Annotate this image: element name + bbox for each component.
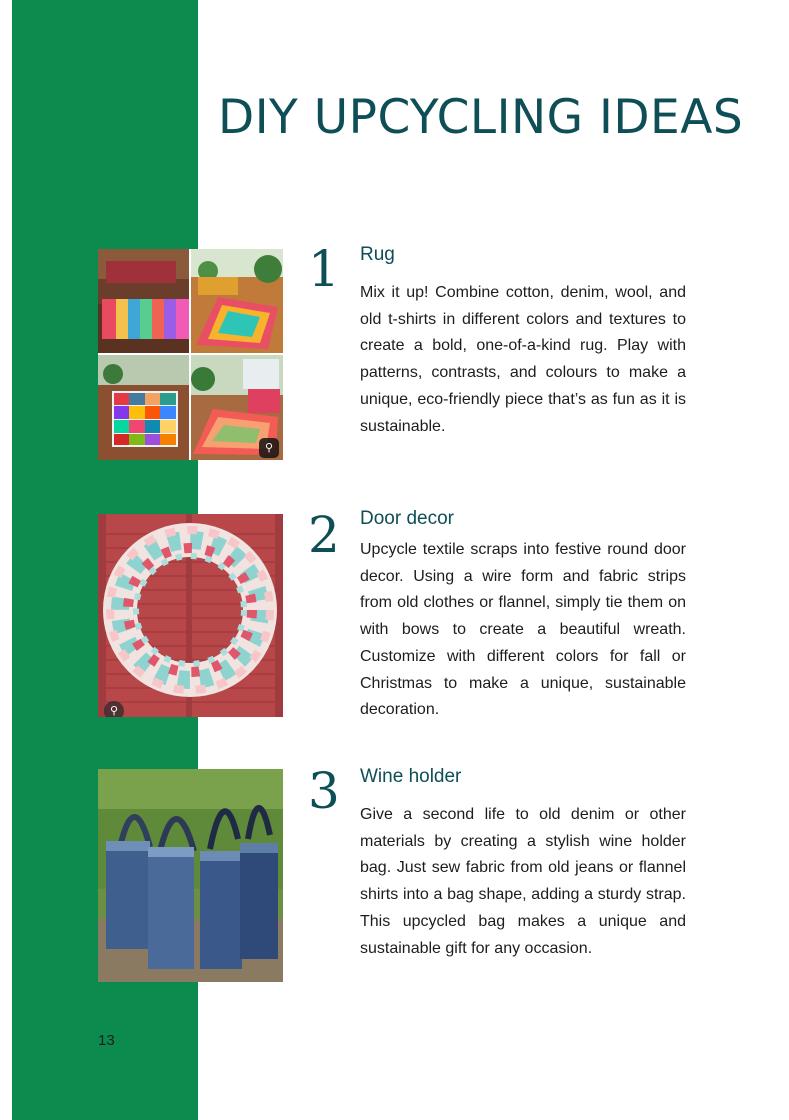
page-number: 13 — [98, 1032, 115, 1049]
page-title: DIY UPCYCLING IDEAS — [218, 90, 744, 145]
item-title: Rug — [360, 244, 395, 265]
lens-icon[interactable]: ⚲ — [259, 438, 279, 458]
lens-icon[interactable]: ⚲ — [104, 701, 124, 717]
item-title: Wine holder — [360, 766, 462, 787]
item-number: 3 — [308, 762, 340, 820]
wreath-image — [98, 514, 283, 717]
rug-collage-image — [98, 249, 283, 460]
item-description: Upcycle textile scraps into festive round door decor. Using a wire form and fabric strips from old clothes or flannel, simply tie them on with bows to create a beautiful wreath. Customize with different colors for fall or Christmas to make a unique, sustainable decoration. — [360, 541, 686, 719]
item-number: 1 — [308, 240, 340, 298]
item-number: 2 — [308, 506, 340, 564]
item-description: Mix it up! Combine cotton, denim, wool, and old t-shirts in different colors and textures to create a bold, one-of-a-kind rug. Play with patterns, contrasts, and colours to make a unique, eco-friendly piece that’s as fun as it is sustainable. — [360, 284, 686, 435]
item-title: Door decor — [360, 508, 454, 529]
wine-holder-image — [98, 769, 283, 982]
item-description: Give a second life to old denim or other materials by creating a stylish wine holder bag. Just sew fabric from old jeans or flannel shirts into a bag shape, adding a sturdy strap. This upcycled bag makes a unique and sustainable gift for any occasion. — [360, 806, 686, 957]
